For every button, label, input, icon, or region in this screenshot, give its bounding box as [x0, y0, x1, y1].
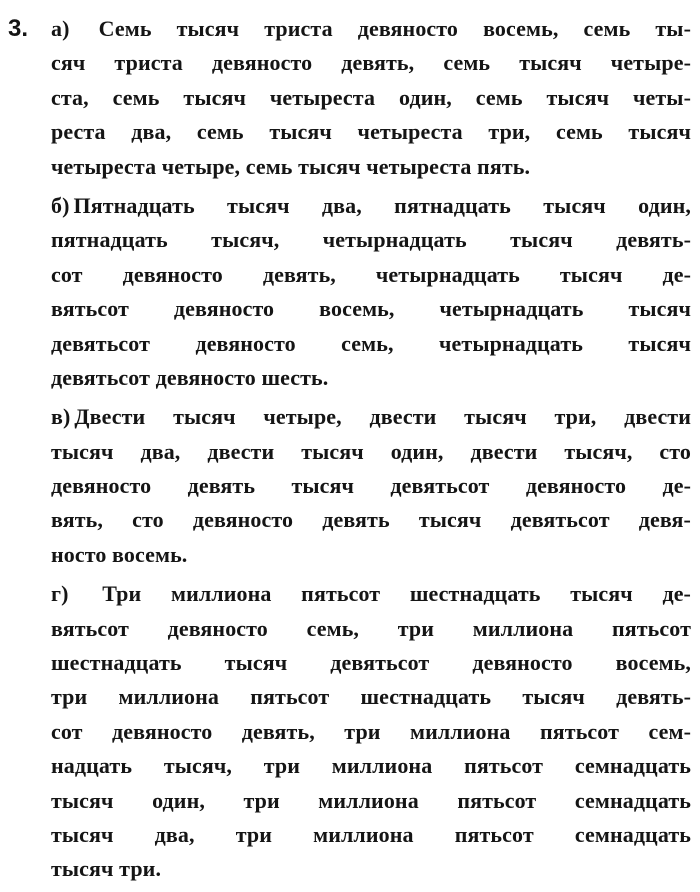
part-b-text: Пятнадцать тысяч два, пятнадцать тысяч один,: [73, 192, 691, 218]
part-c-line-2: тысяч два, двести тысяч один, двести тысяч, сто: [51, 438, 691, 464]
part-d-line-3: шестнадцать тысяч девятьсот девяносто восемь,: [51, 650, 691, 676]
part-c-text: Двести тысяч четыре, двести тысяч три, двести: [74, 404, 691, 430]
part-c-label: в): [51, 404, 71, 430]
part-c-line-4: вять, сто девяносто девять тысяч девятьсот девя-: [51, 507, 691, 533]
part-a-line-3: ста, семь тысяч четыреста один, семь тысяч четы-: [51, 84, 691, 110]
part-a-line-2: сяч триста девяносто девять, семь тысяч четыре-: [51, 50, 691, 76]
part-d: [51, 577, 691, 887]
part-c-line-5: носто восемь.: [51, 541, 188, 567]
part-d-line-7: тысяч один, три миллиона пятьсот семнадцать: [51, 787, 691, 813]
part-d-line-8: тысяч два, три миллиона пятьсот семнадцать: [51, 821, 691, 847]
part-d-line-4: три миллиона пятьсот шестнадцать тысяч девять-: [51, 684, 691, 710]
part-c-line-1: [51, 400, 691, 434]
part-b-line-5: девятьсот девяносто семь, четырнадцать тысяч: [51, 330, 691, 356]
part-d-line-1: [51, 577, 691, 611]
part-b-line-4: вятьсот девяносто восемь, четырнадцать тысяч: [51, 296, 691, 322]
part-d-line-2: вятьсот девяносто семь, три миллиона пятьсот: [51, 615, 691, 641]
part-c-line-3: девяносто девять тысяч девятьсот девяносто де-: [51, 473, 691, 499]
part-a: [51, 12, 691, 184]
part-b: [51, 189, 691, 395]
part-b-line-6: девятьсот девяносто шесть.: [51, 364, 329, 390]
part-d-line-6: надцать тысяч, три миллиона пятьсот семнадцать: [51, 753, 691, 779]
part-a-line-4: реста два, семь тысяч четыреста три, семь тысяч: [51, 119, 691, 145]
part-d-line-9: тысяч три.: [51, 856, 162, 882]
part-d-line-5: сот девяносто девять, три миллиона пятьсот сем-: [51, 718, 691, 744]
part-a-text: Семь тысяч триста девяносто восемь, семь ты-: [98, 16, 691, 41]
part-b-line-2: пятнадцать тысяч, четырнадцать тысяч девять-: [51, 227, 691, 253]
part-b-line-3: сот девяносто девять, четырнадцать тысяч де-: [51, 261, 691, 287]
part-b-line-1: [51, 189, 691, 223]
exercise-number: 3.: [8, 15, 29, 42]
part-d-label: г): [51, 581, 69, 607]
part-a-line-5: четыреста четыре, семь тысяч четыреста пять.: [51, 153, 531, 179]
part-d-text: Три миллиона пятьсот шестнадцать тысяч де-: [102, 581, 691, 607]
part-c: [51, 400, 691, 572]
part-b-label: б): [51, 192, 70, 218]
part-a-line-1: [51, 12, 691, 46]
exercise-parts: [51, 12, 691, 892]
part-a-label: а): [51, 16, 70, 41]
